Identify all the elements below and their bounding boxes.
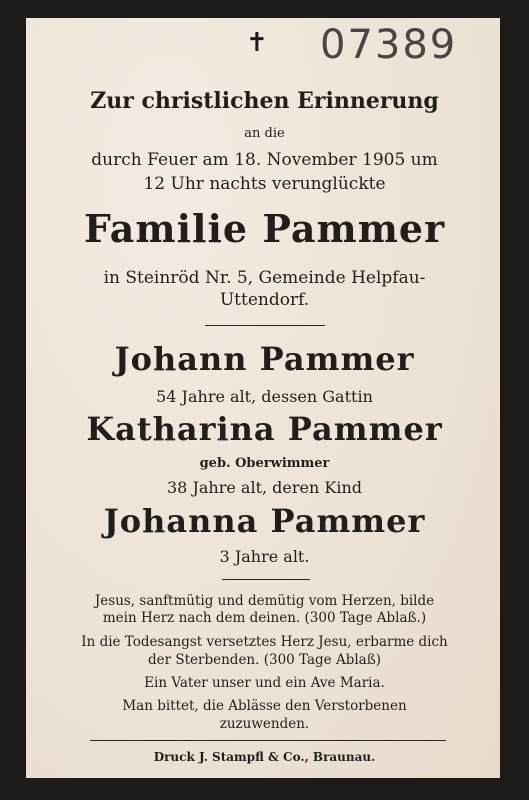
person-1-name: Johann Pammer (114, 340, 415, 378)
family-name: Familie Pammer (83, 206, 446, 251)
prayer-1-line-2: mein Herz nach dem deinen. (300 Tage Ablaß.) (102, 610, 427, 626)
divider (90, 740, 446, 741)
person-3-name: Johanna Pammer (103, 502, 426, 540)
divider (205, 325, 325, 326)
an-die-text: an die (244, 126, 285, 141)
person-2-detail: 38 Jahre alt, deren Kind (167, 478, 362, 497)
person-1-detail: 54 Jahre alt, dessen Gattin (156, 387, 373, 406)
person-2-name: Katharina Pammer (86, 410, 443, 448)
person-2-maiden-name: geb. Oberwimmer (199, 456, 330, 471)
person-3-detail: 3 Jahre alt. (219, 547, 310, 566)
prayer-2-line-1: In die Todesangst versetztes Herz Jesu, erbarme dich (81, 634, 448, 650)
request-line-1: Man bittet, die Ablässe den Verstorbenen (122, 698, 407, 714)
cross-icon: ✝ (246, 28, 268, 58)
place-line-1: in Steinröd Nr. 5, Gemeinde Helpfau- (103, 268, 426, 288)
prayer-2-line-2: der Sterbenden. (300 Tage Ablaß) (147, 652, 382, 668)
time-line: 12 Uhr nachts verunglückte (143, 174, 386, 194)
place-line-2: Uttendorf. (219, 290, 310, 310)
prayer-1-line-1: Jesus, sanftmütig und demütig vom Herzen, bilde (94, 593, 435, 609)
prayer-3: Ein Vater unser und ein Ave Maria. (144, 675, 385, 691)
divider (222, 579, 310, 580)
archive-number: 07389 (320, 22, 458, 68)
request-line-2: zuzuwenden. (219, 716, 310, 732)
printer-imprint: Druck J. Stampfl & Co., Braunau. (153, 750, 376, 764)
fire-date-line: durch Feuer am 18. November 1905 um (91, 150, 438, 170)
card-heading: Zur christlichen Erinnerung (90, 88, 439, 114)
